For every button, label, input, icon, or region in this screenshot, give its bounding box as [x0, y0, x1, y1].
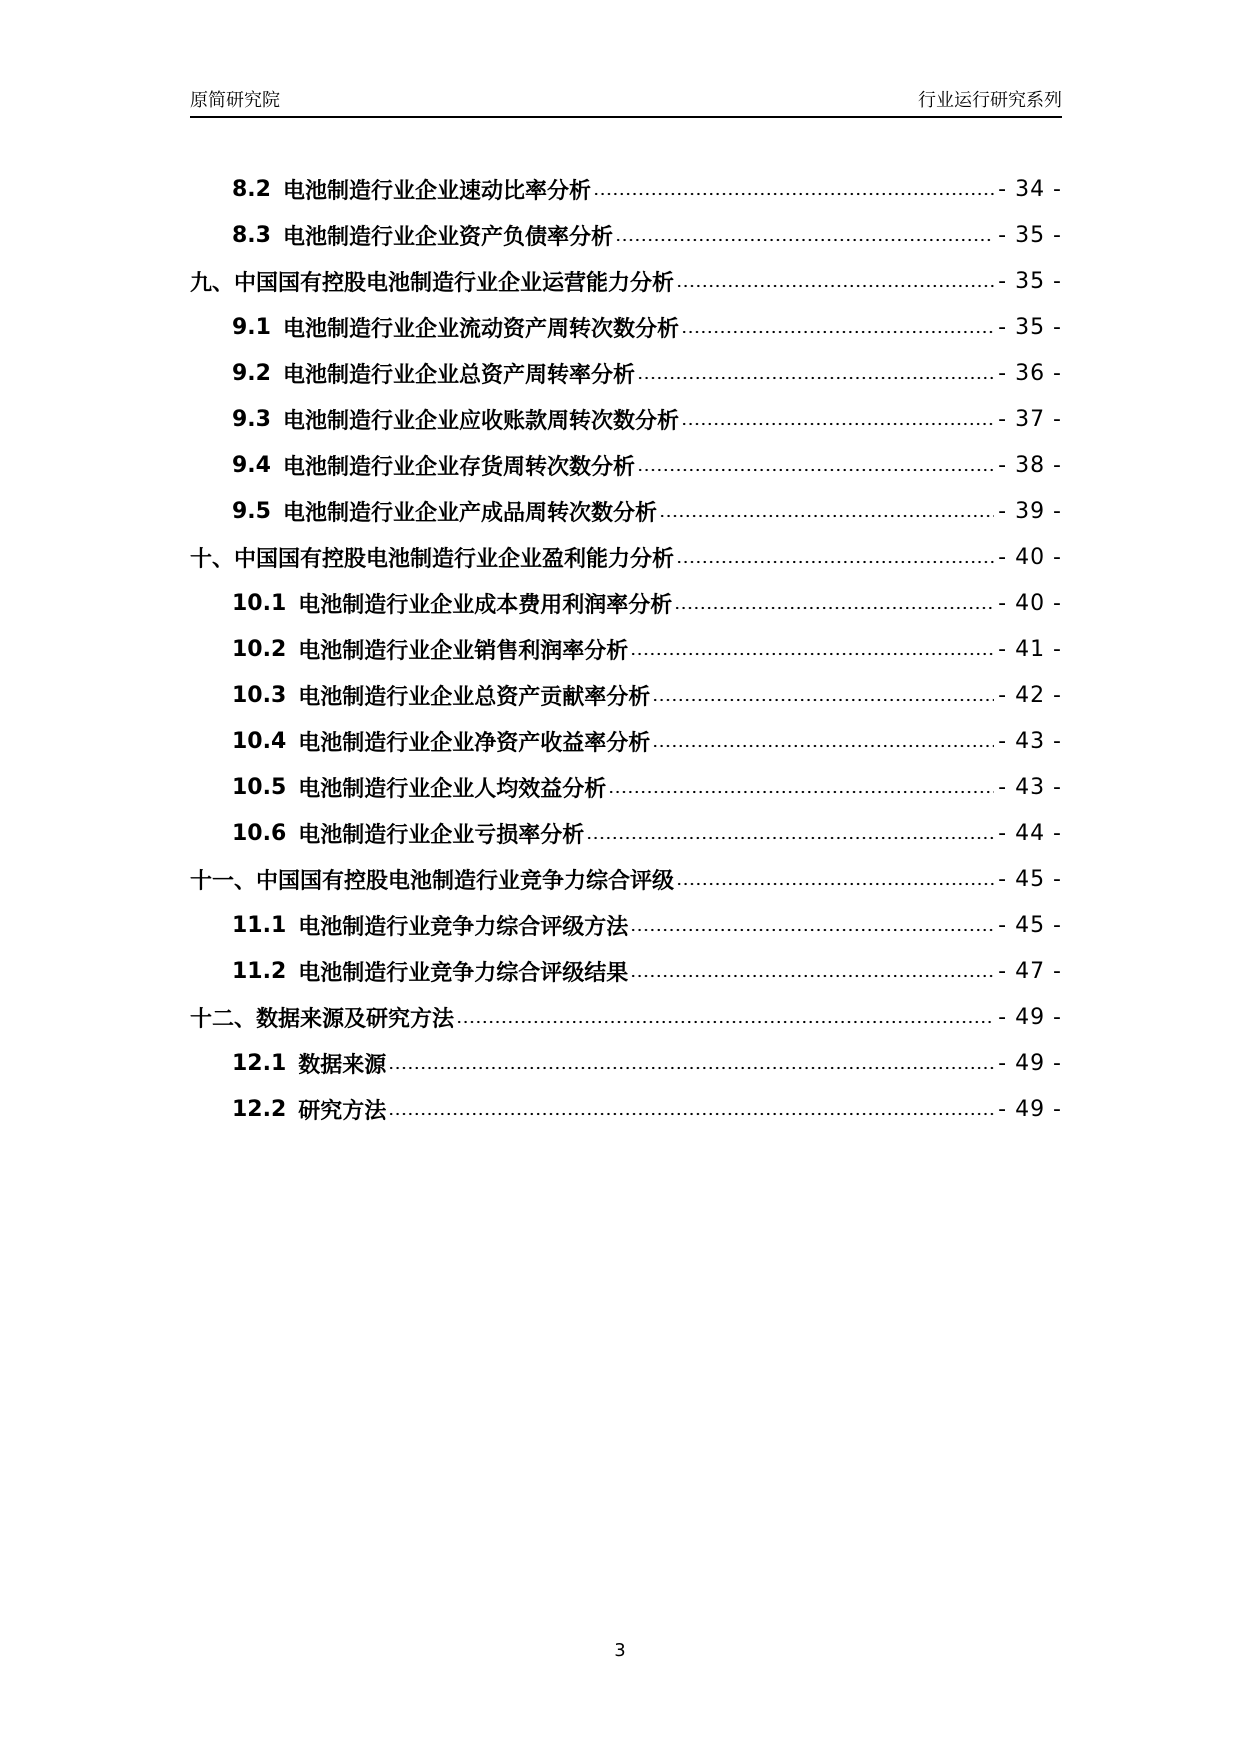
toc-chapter-entry[interactable] — [190, 856, 1062, 902]
toc-entry-number: 8.2 — [232, 176, 271, 202]
toc-entry-title: 电池制造行业企业净资产收益率分析 — [298, 730, 651, 756]
page-header — [190, 86, 1062, 118]
toc-entry-number: 10.2 — [232, 636, 287, 662]
toc-entry-title: 电池制造行业企业总资产贡献率分析 — [298, 684, 651, 710]
toc-dot-leader — [593, 192, 994, 196]
toc-dot-leader — [674, 606, 994, 610]
toc-section-entry[interactable] — [190, 948, 1062, 994]
toc-entry-number: 9.5 — [232, 498, 271, 524]
toc-dot-leader — [456, 1020, 994, 1024]
toc-entry-title: 十一、中国国有控股电池制造行业竞争力综合评级 — [190, 868, 675, 894]
toc-entry-number: 10.6 — [232, 820, 287, 846]
toc-section-entry[interactable] — [190, 718, 1062, 764]
toc-entry-page: - 38 - — [998, 452, 1062, 478]
toc-entry-number: 11.2 — [232, 958, 287, 984]
toc-entry-page: - 49 - — [998, 1096, 1062, 1122]
toc-section-entry[interactable] — [190, 764, 1062, 810]
toc-entry-title: 电池制造行业竞争力综合评级方法 — [298, 914, 629, 940]
toc-entry-number: 10.5 — [232, 774, 287, 800]
toc-entry-number: 11.1 — [232, 912, 287, 938]
page-number: 3 — [614, 1640, 626, 1661]
toc-entry-title: 电池制造行业企业产成品周转次数分析 — [282, 500, 657, 526]
toc-section-entry[interactable] — [190, 810, 1062, 856]
toc-section-entry[interactable] — [190, 626, 1062, 672]
toc-dot-leader — [676, 882, 994, 886]
toc-entry-title: 电池制造行业企业人均效益分析 — [298, 776, 607, 802]
toc-entry-page: - 37 - — [998, 406, 1062, 432]
toc-dot-leader — [630, 974, 994, 978]
toc-entry-number: 9.3 — [232, 406, 271, 432]
toc-chapter-entry[interactable] — [190, 534, 1062, 580]
toc-dot-leader — [652, 744, 994, 748]
toc-entry-title: 数据来源 — [298, 1052, 387, 1078]
toc-entry-number: 12.1 — [232, 1050, 287, 1076]
toc-entry-number: 10.3 — [232, 682, 287, 708]
toc-entry-title: 电池制造行业企业流动资产周转次数分析 — [282, 316, 679, 342]
toc-entry-title: 电池制造行业企业存货周转次数分析 — [282, 454, 635, 480]
toc-dot-leader — [586, 836, 994, 840]
toc-entry-number: 12.2 — [232, 1096, 287, 1122]
toc-entry-page: - 47 - — [998, 958, 1062, 984]
toc-section-entry[interactable] — [190, 1086, 1062, 1132]
toc-dot-leader — [630, 652, 994, 656]
toc-entry-number: 9.2 — [232, 360, 271, 386]
toc-entry-page: - 43 - — [998, 728, 1062, 754]
toc-dot-leader — [637, 376, 994, 380]
toc-dot-leader — [676, 560, 994, 564]
toc-entry-page: - 41 - — [998, 636, 1062, 662]
toc-dot-leader — [659, 514, 994, 518]
toc-section-entry[interactable] — [190, 212, 1062, 258]
toc-entry-title: 电池制造行业竞争力综合评级结果 — [298, 960, 629, 986]
toc-entry-number: 10.4 — [232, 728, 287, 754]
toc-entry-page: - 49 - — [998, 1050, 1062, 1076]
toc-entry-title: 电池制造行业企业速动比率分析 — [282, 178, 591, 204]
toc-chapter-entry[interactable] — [190, 258, 1062, 304]
toc-entry-title: 电池制造行业企业亏损率分析 — [298, 822, 585, 848]
toc-section-entry[interactable] — [190, 488, 1062, 534]
toc-entry-page: - 44 - — [998, 820, 1062, 846]
header-series-name: 行业运行研究系列 — [918, 90, 1062, 111]
toc-entry-title: 电池制造行业企业总资产周转率分析 — [282, 362, 635, 388]
toc-entry-page: - 36 - — [998, 360, 1062, 386]
toc-section-entry[interactable] — [190, 1040, 1062, 1086]
toc-dot-leader — [681, 330, 994, 334]
toc-entry-page: - 40 - — [998, 590, 1062, 616]
toc-dot-leader — [388, 1066, 994, 1070]
toc-entry-title: 电池制造行业企业销售利润率分析 — [298, 638, 629, 664]
toc-entry-number: 9.1 — [232, 314, 271, 340]
toc-dot-leader — [608, 790, 994, 794]
toc-section-entry[interactable] — [190, 304, 1062, 350]
toc-entry-number: 9.4 — [232, 452, 271, 478]
toc-dot-leader — [630, 928, 994, 932]
toc-entry-title: 九、中国国有控股电池制造行业企业运营能力分析 — [190, 270, 675, 296]
toc-dot-leader — [388, 1112, 994, 1116]
toc-entry-page: - 49 - — [998, 1004, 1062, 1030]
toc-entry-title: 十二、数据来源及研究方法 — [190, 1006, 455, 1032]
toc-entry-number: 8.3 — [232, 222, 271, 248]
toc-entry-page: - 35 - — [998, 222, 1062, 248]
toc-section-entry[interactable] — [190, 396, 1062, 442]
toc-section-entry[interactable] — [190, 350, 1062, 396]
toc-entry-title: 电池制造行业企业应收账款周转次数分析 — [282, 408, 679, 434]
toc-section-entry[interactable] — [190, 442, 1062, 488]
toc-entry-title: 十、中国国有控股电池制造行业企业盈利能力分析 — [190, 546, 675, 572]
toc-entry-title: 电池制造行业企业成本费用利润率分析 — [298, 592, 673, 618]
toc-dot-leader — [676, 284, 994, 288]
toc-entry-page: - 42 - — [998, 682, 1062, 708]
header-institute-name: 原简研究院 — [190, 90, 280, 111]
toc-section-entry[interactable] — [190, 166, 1062, 212]
toc-entry-page: - 35 - — [998, 314, 1062, 340]
toc-entry-page: - 45 - — [998, 866, 1062, 892]
toc-section-entry[interactable] — [190, 902, 1062, 948]
toc-entry-page: - 39 - — [998, 498, 1062, 524]
toc-entry-page: - 40 - — [998, 544, 1062, 570]
toc-entry-number: 10.1 — [232, 590, 287, 616]
table-of-contents — [190, 166, 1062, 1132]
toc-dot-leader — [681, 422, 994, 426]
toc-entry-page: - 35 - — [998, 268, 1062, 294]
toc-entry-page: - 43 - — [998, 774, 1062, 800]
toc-section-entry[interactable] — [190, 580, 1062, 626]
toc-section-entry[interactable] — [190, 672, 1062, 718]
toc-entry-title: 研究方法 — [298, 1098, 387, 1124]
toc-dot-leader — [615, 238, 994, 242]
toc-dot-leader — [652, 698, 994, 702]
toc-entry-title: 电池制造行业企业资产负债率分析 — [282, 224, 613, 250]
toc-dot-leader — [637, 468, 994, 472]
toc-chapter-entry[interactable] — [190, 994, 1062, 1040]
toc-entry-page: - 45 - — [998, 912, 1062, 938]
toc-entry-page: - 34 - — [998, 176, 1062, 202]
